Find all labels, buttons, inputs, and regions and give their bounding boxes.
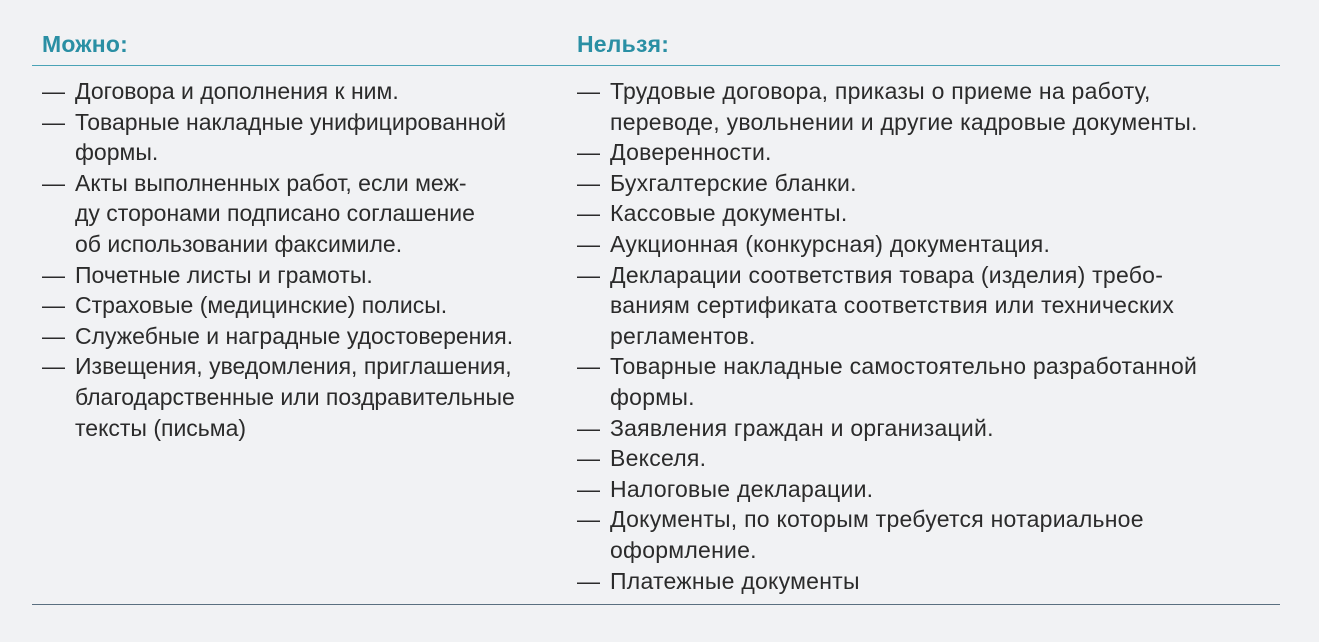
bullet-dash: — <box>577 445 601 472</box>
list-item <box>577 137 1267 168</box>
list-item <box>577 566 1267 597</box>
bullet-dash: — <box>577 230 601 257</box>
allowed-list <box>42 76 554 443</box>
list-item-text: Налоговые декларации. <box>610 475 874 502</box>
list-item <box>42 260 554 291</box>
list-item-text: Акты выполненных работ, если меж- ду сторонами подписано соглашение об использовании факсимиле. <box>75 169 475 257</box>
list-item <box>42 76 554 107</box>
list-item-text: Товарные накладные унифицированной формы. <box>75 108 507 166</box>
list-item-text: Договора и дополнения к ним. <box>75 78 399 104</box>
bullet-dash: — <box>577 169 601 196</box>
bullet-dash: — <box>577 78 601 104</box>
list-item-text: Заявления граждан и организаций. <box>610 414 994 441</box>
list-item-text: Служебные и наградные удостоверения. <box>75 322 514 349</box>
list-item <box>42 351 554 443</box>
bullet-dash: — <box>42 353 65 380</box>
forbidden-heading: Нельзя: <box>577 31 670 57</box>
allowed-heading: Можно: <box>42 31 129 57</box>
list-item <box>42 321 554 352</box>
bullet-dash: — <box>42 108 65 135</box>
list-item <box>577 474 1267 505</box>
list-item <box>577 443 1267 474</box>
list-item-text: Документы, по которым требуется нотариальное оформление. <box>610 506 1144 563</box>
list-item <box>42 168 554 260</box>
list-item <box>42 290 554 321</box>
list-item-text: Кассовые документы. <box>610 200 848 227</box>
list-item-text: Страховые (медицинские) полисы. <box>75 292 448 319</box>
bullet-dash: — <box>42 169 65 196</box>
list-item <box>577 260 1267 352</box>
list-item <box>577 76 1267 137</box>
comparison-table <box>32 22 1280 605</box>
bullet-dash: — <box>577 567 601 594</box>
list-item <box>577 504 1267 565</box>
bullet-dash: — <box>577 261 601 288</box>
bullet-dash: — <box>42 261 65 288</box>
bullet-dash: — <box>577 139 601 166</box>
bullet-dash: — <box>42 78 65 104</box>
bullet-dash: — <box>577 414 601 441</box>
list-item <box>577 413 1267 444</box>
list-item-text: Векселя. <box>610 445 707 472</box>
bullet-dash: — <box>577 200 601 227</box>
bullet-dash: — <box>577 506 601 533</box>
list-item-text: Почетные листы и грамоты. <box>75 261 373 288</box>
list-item-text: Извещения, уведомления, приглашения, благодарственные или поздравительные тексты (письма) <box>75 353 515 441</box>
forbidden-list <box>577 76 1267 596</box>
list-item-text: Платежные документы <box>610 567 860 594</box>
bullet-dash: — <box>42 292 65 319</box>
list-item <box>577 168 1267 199</box>
list-item-text: Аукционная (конкурсная) документация. <box>610 230 1051 257</box>
list-item-text: Бухгалтерские бланки. <box>610 169 857 196</box>
list-item-text: Декларации соответствия товара (изделия) требо- ваниям сертификата соответствия или технических регламентов. <box>610 261 1175 349</box>
list-item-text: Трудовые договора, приказы о приеме на работу, переводе, увольнении и другие кадровые документы. <box>610 78 1198 135</box>
list-item-text: Товарные накладные самостоятельно разработанной формы. <box>610 353 1198 410</box>
list-item <box>577 351 1267 412</box>
bullet-dash: — <box>577 475 601 502</box>
bullet-dash: — <box>577 353 601 380</box>
list-item <box>42 107 554 168</box>
list-item <box>577 229 1267 260</box>
list-item-text: Доверенности. <box>610 139 772 166</box>
list-item <box>577 198 1267 229</box>
bullet-dash: — <box>42 322 65 349</box>
